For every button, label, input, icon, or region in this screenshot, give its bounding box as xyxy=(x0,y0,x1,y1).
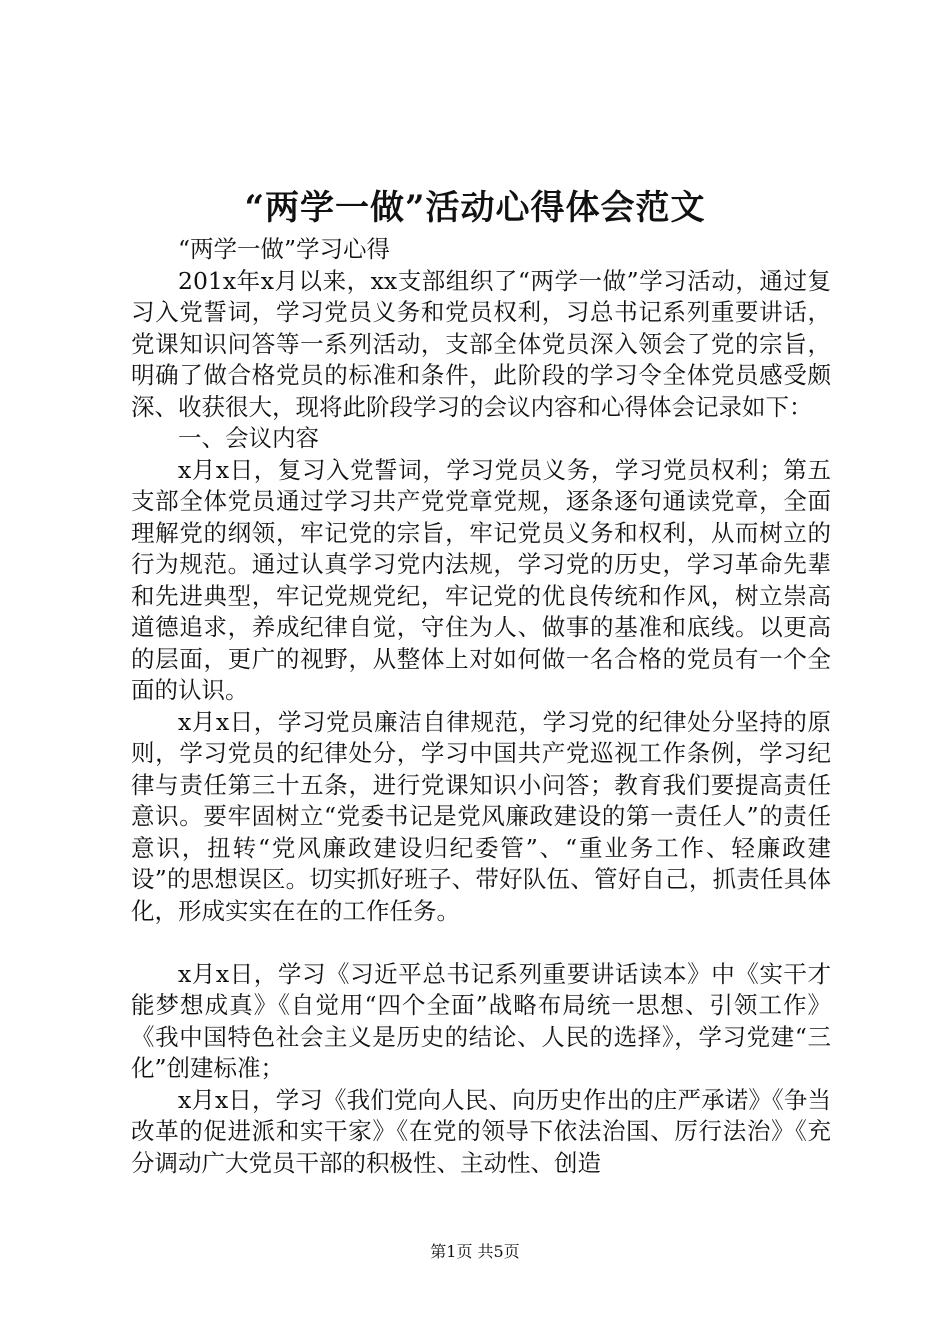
paragraph-meeting-4: x月x日，学习《我们党向人民、向历史作出的庄严承诺》《争当改革的促进派和实干家》《在党的领导下依法治国、厉行法治》《充分调动广大党员干部的积极性、主动性、创造 xyxy=(131,1085,831,1177)
document-title: “两学一做”活动心得体会范文 xyxy=(244,188,706,228)
paragraph-meeting-3: x月x日，学习《习近平总书记系列重要讲话读本》中《实干才能梦想成真》《自觉用“四个全面”战略布局统一思想、引领工作》《我中国特色社会主义是历史的结论、人民的选择》，学习党建“三化”创建标准； xyxy=(131,959,831,1082)
paragraph-meeting-2: x月x日，学习党员廉洁自律规范，学习党的纪律处分坚持的原则，学习党员的纪律处分，学习中国共产党巡视工作条例，学习纪律与责任第三十五条，进行党课知识小问答；教育我们要提高责任意识。要牢固树立“党委书记是党风廉政建设的第一责任人”的责任意识，扭转“党风廉政建设归纪委管”、“重业务工作、轻廉政建设”的思想误区。切实抓好班子、带好队伍、管好自己，抓责任具体化，形成实实在在的工作任务。 xyxy=(131,707,831,925)
page-indicator: 第1页 共5页 xyxy=(430,1242,520,1261)
paragraph-subtitle: “两学一做”学习心得 xyxy=(178,235,391,263)
paragraph-meeting-1: x月x日，复习入党誓词，学习党员义务，学习党员权利；第五支部全体党员通过学习共产党党章党规，逐条逐句通读党章，全面理解党的纲领，牢记党的宗旨，牢记党员义务和权利，从而树立的行为规范。通过认真学习党内法规，学习党的历史，学习革命先辈和先进典型，牢记党规党纪，牢记党的优良传统和作风，树立崇高道德追求，养成纪律自觉，守住为人、做事的基准和底线。以更高的层面，更广的视野，从整体上对如何做一名合格的党员有一个全面的认识。 xyxy=(131,455,831,704)
paragraph-intro: 201x年x月以来，xx支部组织了“两学一做”学习活动，通过复习入党誓词，学习党员义务和党员权利，习总书记系列重要讲话，党课知识问答等一系列活动，支部全体党员深入领会了党的宗旨，明确了做合格党员的标准和条件，此阶段的学习令全体党员感受颇深、收获很大，现将此阶段学习的会议内容和心得体会记录如下： xyxy=(131,266,831,421)
document-body xyxy=(131,234,831,1179)
section-heading: 一、会议内容 xyxy=(178,424,319,452)
